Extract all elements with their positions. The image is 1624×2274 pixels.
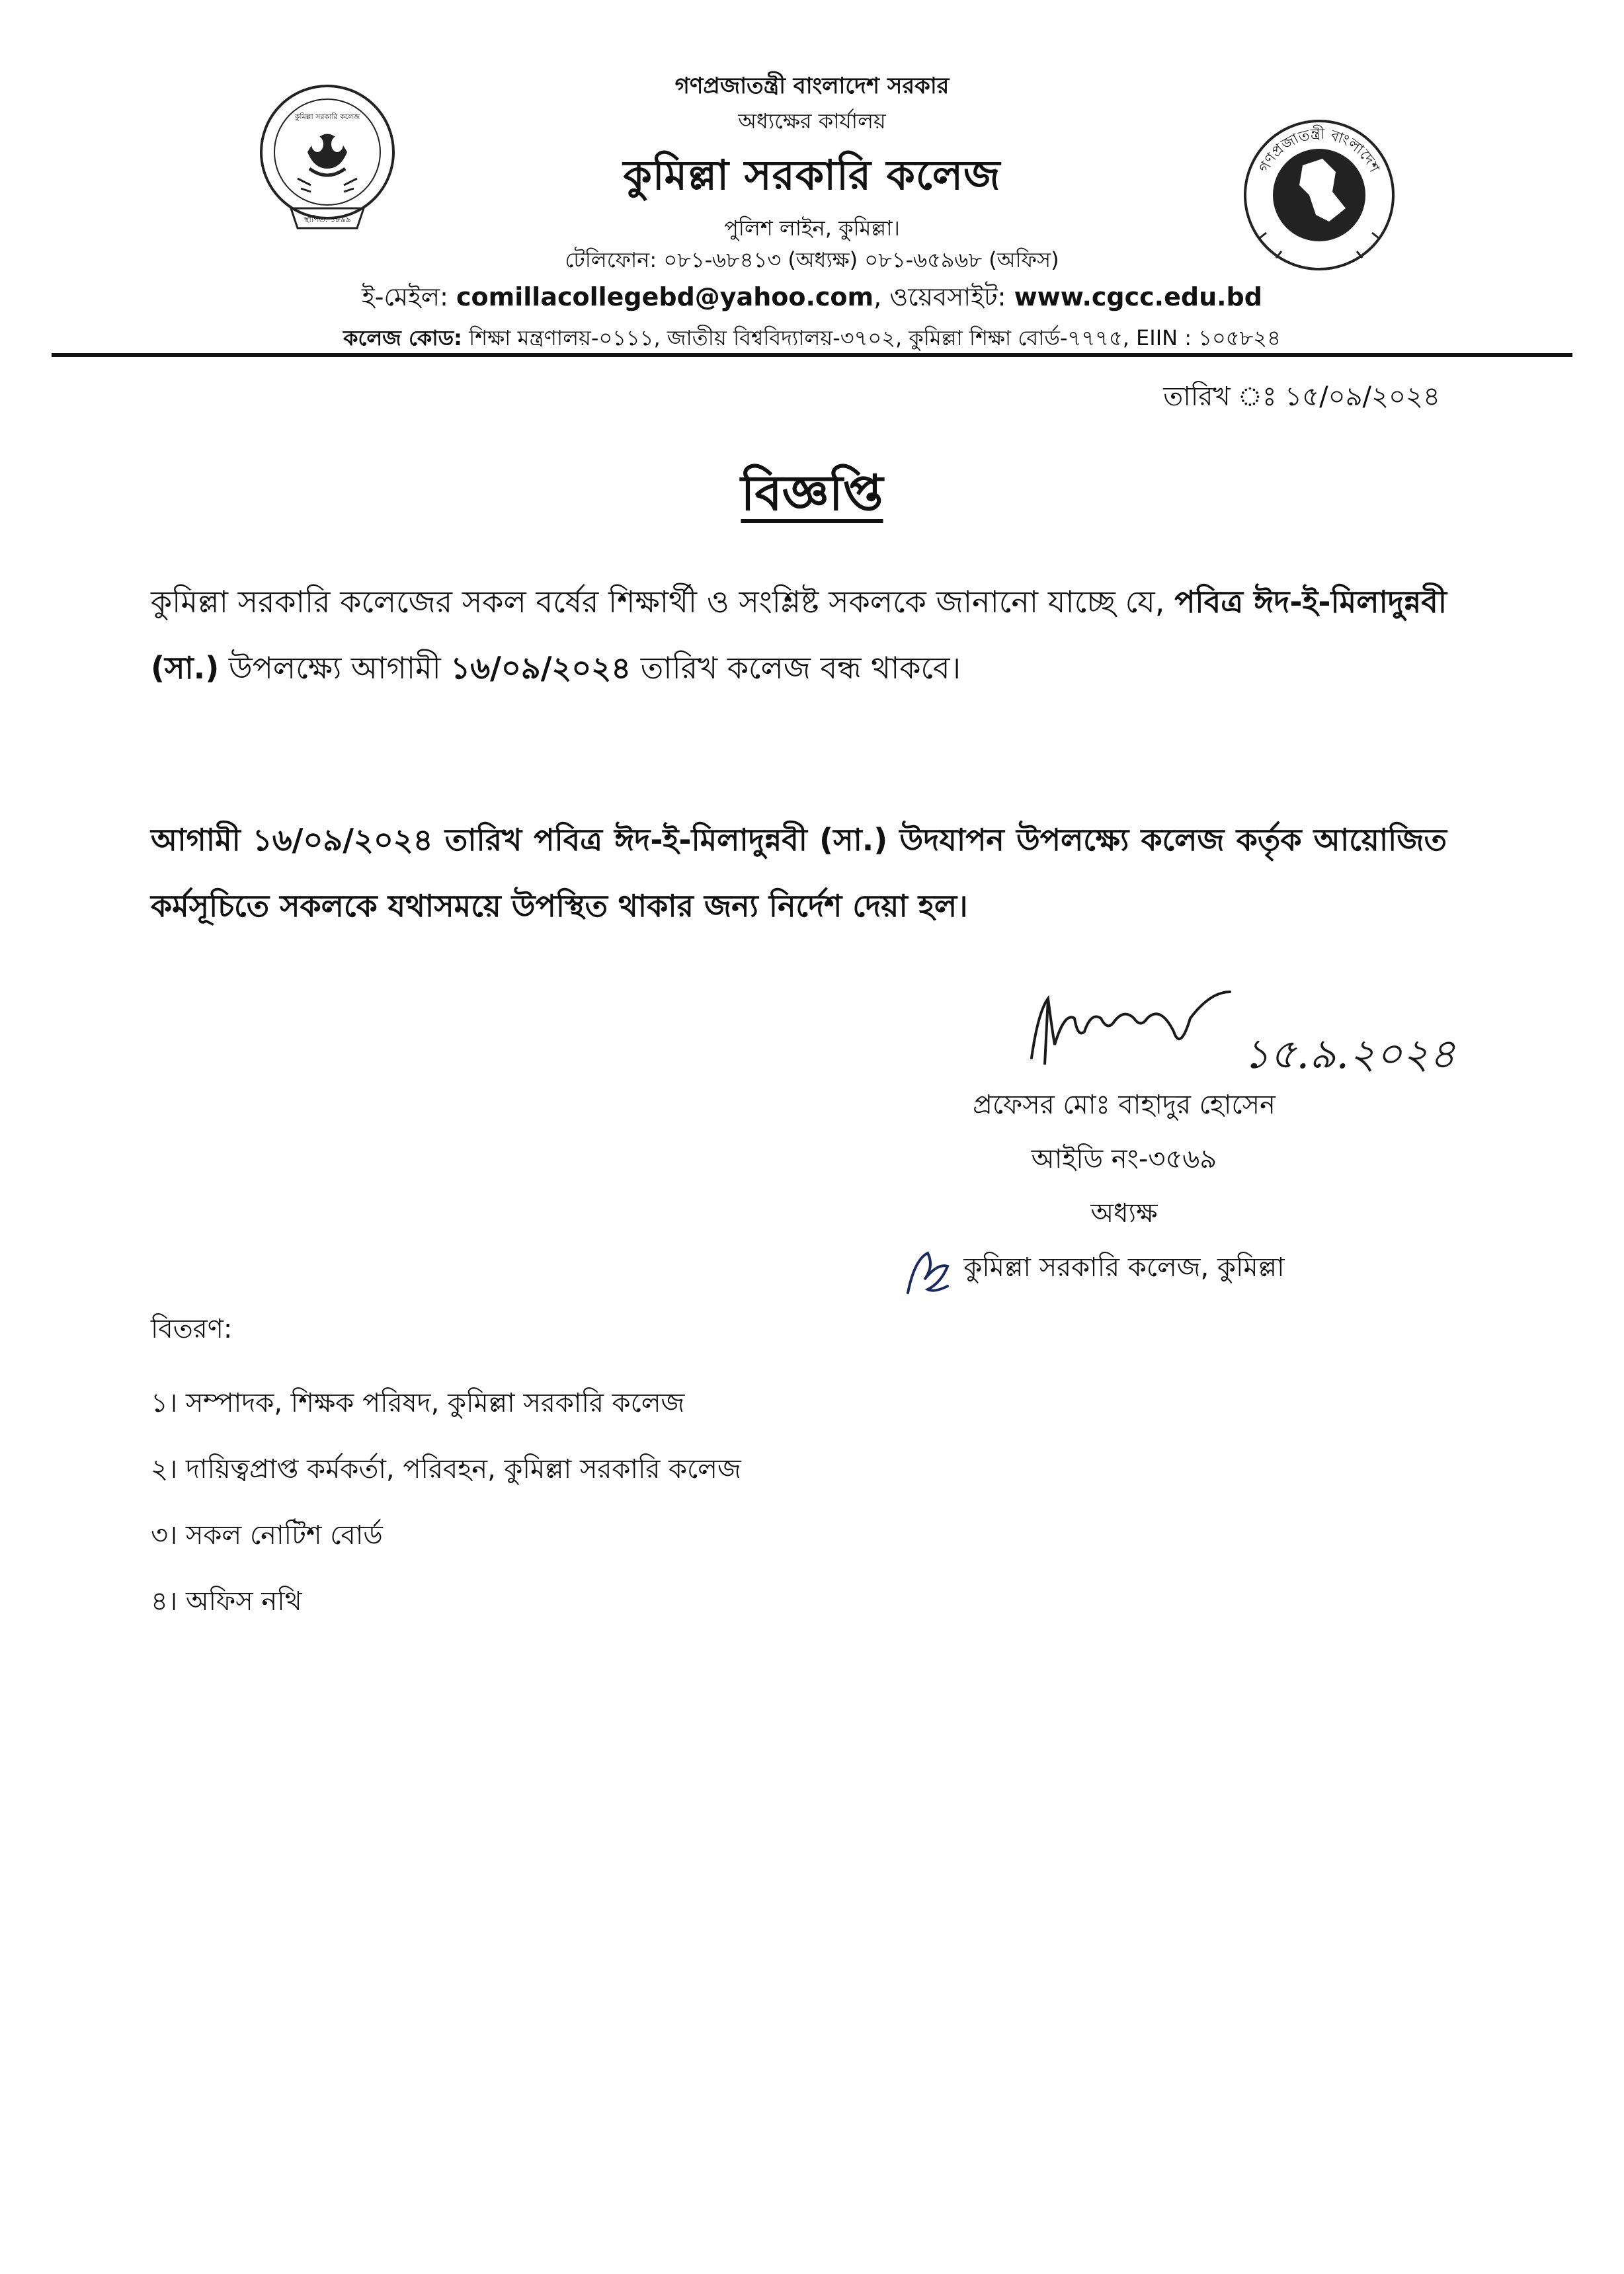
initials-mark xyxy=(898,1243,957,1303)
occasion-text: পবিত্র ঈদ-ই-মিলাদুন্নবী (সা.) xyxy=(151,584,1447,686)
right-seal-text: গণপ্রজাতন্ত্রী বাংলাদেশ xyxy=(1256,126,1383,176)
list-item: ১। সম্পাদক, শিক্ষক পরিষদ, কুমিল্লা সরকারি কলেজ xyxy=(151,1388,685,1418)
college-codes xyxy=(0,321,1624,357)
college-address: পুলিশ লাইন, কুমিল্লা। xyxy=(724,216,900,241)
list-item: ৩। সকল নোটিশ বোর্ড xyxy=(151,1520,383,1551)
notice-heading: বিজ্ঞপ্তি xyxy=(741,465,883,522)
codes-value: শিক্ষা মন্ত্রণালয়-০১১১, জাতীয় বিশ্ববিদ্যালয়-৩৭০২, কুমিল্লা শিক্ষা বোর্ড-৭৭৭৫, EIIN : ১০৫৮২৪ xyxy=(469,325,1281,350)
handwritten-signature xyxy=(1018,979,1494,1084)
left-seal-year: স্থাপিত: ১৮৯৯ xyxy=(304,215,351,224)
signatory-institution: কুমিল্লা সরকারি কলেজ, কুমিল্লা xyxy=(963,1252,1285,1283)
left-seal-text: কুমিল্লা সরকারি কলেজ xyxy=(294,112,360,121)
signatory-designation: অধ্যক্ষ xyxy=(1090,1198,1158,1229)
contact-line xyxy=(0,278,1624,320)
codes-label: কলেজ কোড: xyxy=(343,325,462,350)
email-address: comillacollegebd@yahoo.com xyxy=(456,282,874,311)
signatory-id: আইডি নং-৩৫৬৯ xyxy=(1031,1144,1217,1174)
notice-paragraph-1: কুমিল্লা সরকারি কলেজের সকল বর্ষের শিক্ষার্থী ও সংশ্লিষ্ট সকলকে জানানো যাচ্ছে যে, পবিত্র ঈদ-ই-মিলাদুন্নবী (সা.) উপলক্ষ্যে আগামী ১৬/০৯/২০২৪ তারিখ কলেজ বন্ধ থাকবে। xyxy=(151,584,1447,686)
signature-date: ১৫.৯.২০২৪ xyxy=(1243,1030,1456,1078)
college-name: কুমিল্লা সরকারি কলেজ xyxy=(623,151,1001,199)
notice-date: তারিখ ঃ ১৫/০৯/২০২৪ xyxy=(1163,382,1440,412)
office-title: অধ্যক্ষের কার্যালয় xyxy=(738,108,886,134)
holiday-date: ১৬/০৯/২০২৪ xyxy=(450,650,631,686)
list-item: ২। দায়িত্বপ্রাপ্ত কর্মকর্তা, পরিবহন, কুমিল্লা সরকারি কলেজ xyxy=(151,1454,741,1484)
header-divider xyxy=(52,353,1572,357)
notice-paragraph-2: আগামী ১৬/০৯/২০২৪ তারিখ পবিত্র ঈদ-ই-মিলাদুন্নবী (সা.) উদযাপন উপলক্ষ্যে কলেজ কর্তৃক আয়োজিত কর্মসূচিতে সকলকে যথাসময়ে উপস্থিত থাকার জন্য নির্দেশ দেয়া হল। xyxy=(151,822,1447,924)
government-title: গণপ্রজাতন্ত্রী বাংলাদেশ সরকার xyxy=(674,73,950,99)
distribution-title: বিতরণ: xyxy=(151,1314,233,1344)
signatory-block xyxy=(899,1078,1349,1295)
phone-line: টেলিফোন: ০৮১-৬৮৪১৩ (অধ্যক্ষ) ০৮১-৬৫৯৬৮ (অফিস) xyxy=(565,247,1059,272)
website-address: www.cgcc.edu.bd xyxy=(1014,282,1262,311)
signatory-name: প্রফেসর মোঃ বাহাদুর হোসেন xyxy=(973,1090,1276,1120)
email-label: ই-মেইল: xyxy=(362,282,448,311)
list-item: ৪। অফিস নথি xyxy=(151,1586,302,1617)
distribution-list xyxy=(151,1370,741,1635)
website-label: , ওয়েবসাইট: xyxy=(873,282,1006,311)
